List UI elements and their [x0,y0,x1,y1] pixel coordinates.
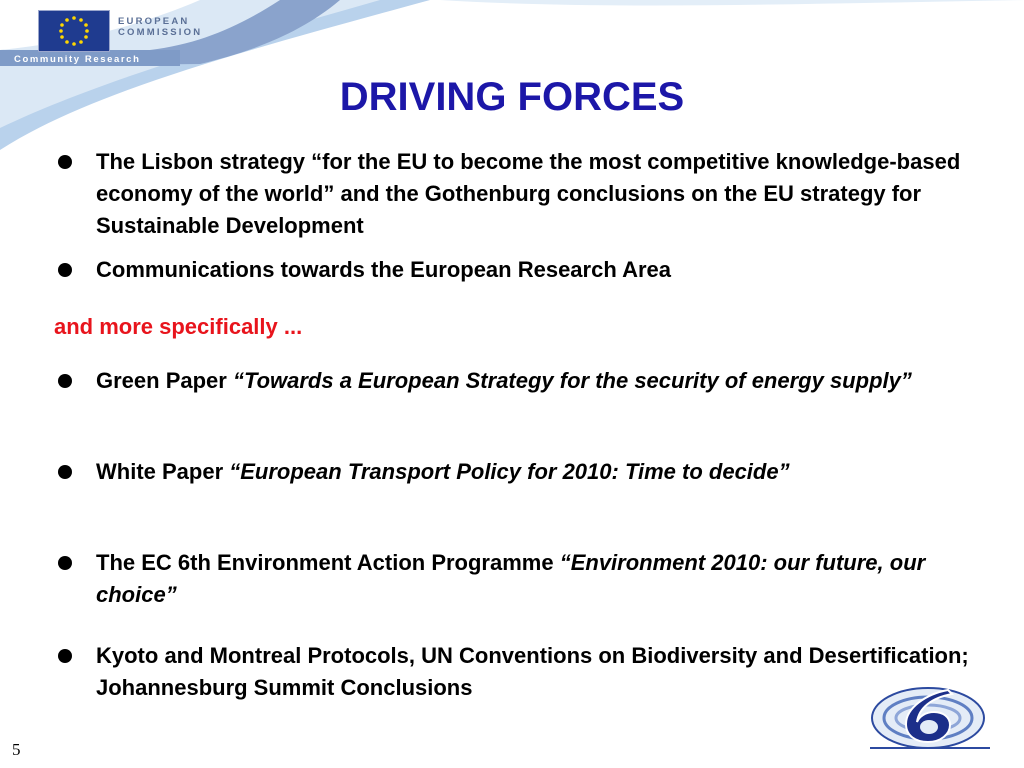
bullet-icon [58,155,72,169]
bullet-emphasis: “Towards a European Strategy for the security of energy supply” [232,368,912,393]
bullet-emphasis: “European Transport Policy for 2010: Time to decide” [229,459,790,484]
bullet-text: Green Paper “Towards a European Strategy for the security of energy supply” [96,368,912,393]
bullet-text: Communications towards the European Research Area [96,257,671,282]
bullet-text: White Paper “European Transport Policy for 2010: Time to decide” [96,459,790,484]
bullet-icon [58,556,72,570]
community-research-label: Community Research [14,54,141,65]
subheading: and more specifically ... [54,314,303,339]
page-title: DRIVING FORCES [339,75,685,119]
fp6-logo-icon [862,678,992,758]
bullet-icon [58,263,72,277]
bullet-text: The Lisbon strategy “for the EU to become the most competitive knowledge-based economy of the world” and the Gothenburg conclusions on the EU strategy for Sustainable Development [96,149,961,238]
bullet-icon [58,374,72,388]
bullet-emphasis: “Environment 2010: our future, our choice” [96,550,926,607]
page-number: 5 [12,740,21,759]
bullet-icon [58,465,72,479]
bullet-icon [58,649,72,663]
bullet-text: The EC 6th Environment Action Programme “Environment 2010: our future, our choice” [96,550,926,607]
bullet-text: Kyoto and Montreal Protocols, UN Conventions on Biodiversity and Desertification; Johannesburg Summit Conclusions [96,643,969,700]
eu-flag-icon [38,10,110,52]
commission-name: EUROPEAN COMMISSION [118,16,203,38]
